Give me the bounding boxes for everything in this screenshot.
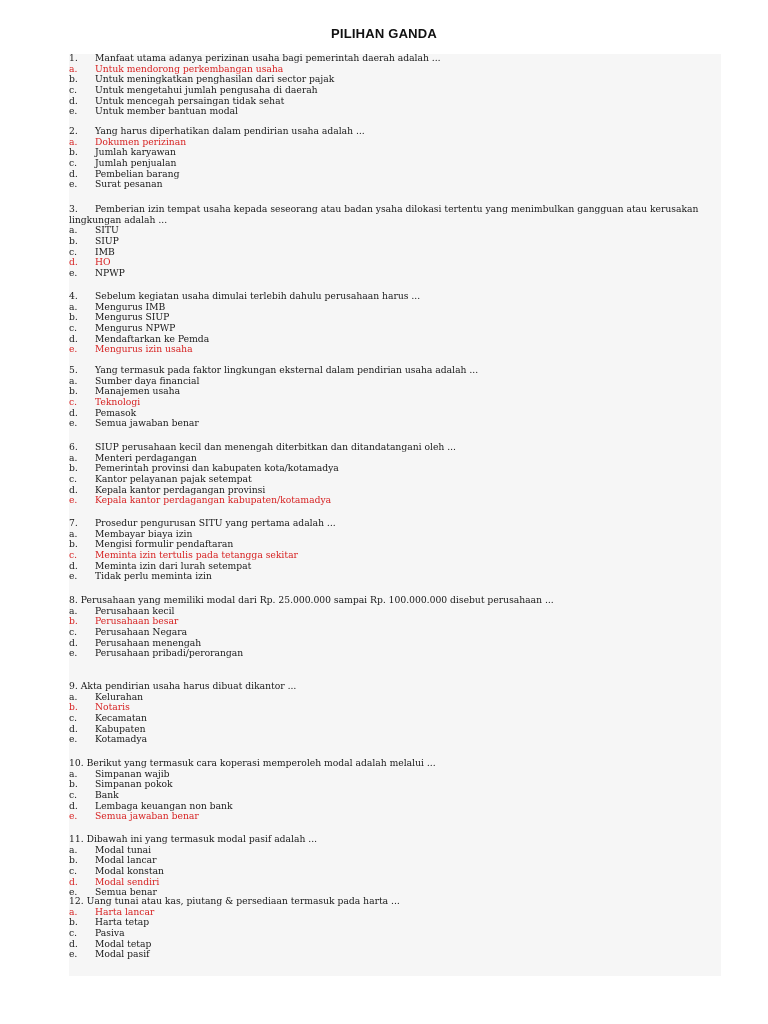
option-text: Mendaftarkan ke Pemda bbox=[95, 333, 210, 345]
option-letter: e. bbox=[69, 418, 78, 430]
option-letter: b. bbox=[69, 386, 78, 398]
answer-option bbox=[69, 170, 721, 181]
question-6 bbox=[69, 443, 721, 507]
option-letter: b. bbox=[69, 312, 78, 324]
question-text: Pemberian izin tempat usaha kepada seseorang atau badan ysaha dilokasi tertentu yang menimbulkan gangguan atau kerusakan lingkungan adalah ... bbox=[69, 204, 699, 226]
option-text: Lembaga keuangan non bank bbox=[95, 800, 233, 812]
option-letter: e. bbox=[69, 106, 78, 118]
question-stem bbox=[69, 682, 721, 693]
answer-option bbox=[69, 107, 721, 118]
option-text: Modal tunai bbox=[95, 844, 152, 856]
question-text: Prosedur pengurusan SITU yang pertama adalah ... bbox=[95, 518, 336, 529]
option-letter: c. bbox=[69, 790, 78, 802]
question-number: 5. bbox=[69, 365, 78, 376]
question-number: 12. bbox=[69, 896, 84, 907]
option-letter: a. bbox=[69, 136, 78, 148]
page-title: PILIHAN GANDA bbox=[331, 26, 437, 41]
question-text: SIUP perusahaan kecil dan menengah diterbitkan dan ditandatangani oleh ... bbox=[95, 442, 456, 453]
option-text: Pasiva bbox=[95, 928, 125, 940]
question-5 bbox=[69, 366, 721, 430]
answer-option bbox=[69, 780, 721, 791]
answer-option bbox=[69, 703, 721, 714]
option-letter: d. bbox=[69, 876, 78, 888]
answer-option bbox=[69, 387, 721, 398]
option-letter: d. bbox=[69, 95, 78, 107]
question-stem bbox=[69, 897, 721, 908]
question-stem bbox=[69, 292, 721, 303]
option-letter: c. bbox=[69, 550, 78, 562]
question-text: Perusahaan yang memiliki modal dari Rp. 25.000.000 sampai Rp. 100.000.000 disebut perusahaan ... bbox=[80, 595, 554, 606]
option-letter: d. bbox=[69, 560, 78, 572]
option-text: Modal pasif bbox=[95, 949, 150, 961]
option-text: Mengurus SIUP bbox=[95, 312, 170, 324]
option-letter: a. bbox=[69, 844, 78, 856]
option-text: Tidak perlu meminta izin bbox=[95, 571, 212, 583]
question-number: 4. bbox=[69, 291, 78, 302]
option-text: Sumber daya financial bbox=[95, 375, 200, 387]
question-7 bbox=[69, 519, 721, 583]
option-text: Untuk mencegah persaingan tidak sehat bbox=[95, 95, 285, 107]
option-letter: a. bbox=[69, 768, 78, 780]
option-letter: b. bbox=[69, 147, 78, 159]
option-text: Semua jawaban benar bbox=[95, 811, 199, 823]
answer-option bbox=[69, 419, 721, 430]
option-letter: a. bbox=[69, 301, 78, 313]
option-letter: a. bbox=[69, 691, 78, 703]
answer-option bbox=[69, 649, 721, 660]
option-text: Simpanan pokok bbox=[95, 779, 173, 791]
question-text: Sebelum kegiatan usaha dimulai terlebih dahulu perusahaan harus ... bbox=[95, 291, 421, 302]
option-text: Modal sendiri bbox=[95, 876, 160, 888]
answer-option bbox=[69, 929, 721, 940]
option-text: Harta lancar bbox=[95, 906, 155, 918]
option-text: HO bbox=[95, 257, 111, 269]
question-stem bbox=[69, 205, 719, 226]
option-letter: b. bbox=[69, 616, 78, 628]
option-letter: d. bbox=[69, 168, 78, 180]
question-number: 11. bbox=[69, 834, 84, 845]
answer-option bbox=[69, 496, 721, 507]
option-letter: e. bbox=[69, 734, 78, 746]
answer-option bbox=[69, 237, 721, 248]
option-letter: e. bbox=[69, 179, 78, 191]
option-letter: b. bbox=[69, 539, 78, 551]
option-letter: a. bbox=[69, 452, 78, 464]
option-letter: a. bbox=[69, 225, 78, 237]
question-3 bbox=[69, 205, 721, 280]
option-text: Teknologi bbox=[95, 397, 141, 409]
option-letter: d. bbox=[69, 800, 78, 812]
question-text: Akta pendirian usaha harus dibuat dikantor ... bbox=[80, 681, 297, 692]
option-letter: a. bbox=[69, 906, 78, 918]
question-text: Yang termasuk pada faktor lingkungan eksternal dalam pendirian usaha adalah ... bbox=[95, 365, 479, 376]
option-text: Bank bbox=[95, 790, 119, 802]
option-letter: b. bbox=[69, 702, 78, 714]
option-text: Perusahaan pribadi/perorangan bbox=[95, 648, 244, 660]
option-letter: c. bbox=[69, 627, 78, 639]
option-letter: e. bbox=[69, 949, 78, 961]
option-text: Membayar biaya izin bbox=[95, 528, 193, 540]
option-text: Semua jawaban benar bbox=[95, 418, 199, 430]
question-1 bbox=[69, 54, 721, 118]
option-letter: c. bbox=[69, 713, 78, 725]
question-4 bbox=[69, 292, 721, 356]
option-text: Kantor pelayanan pajak setempat bbox=[95, 474, 252, 486]
question-number: 3. bbox=[69, 204, 78, 215]
option-text: Perusahaan besar bbox=[95, 616, 179, 628]
option-letter: c. bbox=[69, 246, 78, 258]
option-text: Kepala kantor perdagangan kabupaten/kotamadya bbox=[95, 495, 332, 507]
option-letter: d. bbox=[69, 637, 78, 649]
option-text: Modal lancar bbox=[95, 855, 157, 867]
option-letter: e. bbox=[69, 887, 78, 899]
answer-option bbox=[69, 258, 721, 269]
question-text: Yang harus diperhatikan dalam pendirian usaha adalah ... bbox=[95, 126, 365, 137]
option-text: Kotamadya bbox=[95, 734, 148, 746]
answer-option bbox=[69, 856, 721, 867]
option-text: Mengurus IMB bbox=[95, 301, 166, 313]
option-text: SITU bbox=[95, 225, 119, 237]
option-letter: d. bbox=[69, 407, 78, 419]
option-letter: d. bbox=[69, 723, 78, 735]
option-letter: c. bbox=[69, 866, 78, 878]
option-letter: a. bbox=[69, 375, 78, 387]
question-text: Berikut yang termasuk cara koperasi memperoleh modal adalah melalui ... bbox=[86, 758, 436, 769]
option-letter: b. bbox=[69, 236, 78, 248]
option-text: IMB bbox=[95, 246, 115, 258]
option-letter: c. bbox=[69, 158, 78, 170]
option-text: Meminta izin tertulis pada tetangga sekitar bbox=[95, 550, 298, 562]
option-letter: b. bbox=[69, 779, 78, 791]
option-text: Manajemen usaha bbox=[95, 386, 181, 398]
answer-option bbox=[69, 725, 721, 736]
answer-option bbox=[69, 180, 721, 191]
option-text: Modal konstan bbox=[95, 866, 164, 878]
option-text: Menteri perdagangan bbox=[95, 452, 197, 464]
option-letter: c. bbox=[69, 474, 78, 486]
answer-option bbox=[69, 918, 721, 929]
option-text: NPWP bbox=[95, 268, 125, 280]
answer-option bbox=[69, 269, 721, 280]
option-letter: e. bbox=[69, 344, 78, 356]
answer-option bbox=[69, 735, 721, 746]
option-letter: c. bbox=[69, 85, 78, 97]
answer-option bbox=[69, 812, 721, 823]
answer-option bbox=[69, 398, 721, 409]
option-text: Untuk mengetahui jumlah pengusaha di daerah bbox=[95, 85, 318, 97]
option-text: Jumlah penjualan bbox=[95, 158, 177, 170]
question-12 bbox=[69, 897, 721, 961]
option-letter: b. bbox=[69, 463, 78, 475]
option-letter: e. bbox=[69, 495, 78, 507]
option-text: Perusahaan menengah bbox=[95, 637, 202, 649]
question-8 bbox=[69, 596, 721, 660]
question-10 bbox=[69, 759, 721, 823]
answer-option bbox=[69, 345, 721, 356]
question-9 bbox=[69, 682, 721, 746]
answer-option bbox=[69, 693, 721, 704]
option-letter: a. bbox=[69, 63, 78, 75]
option-text: Kabupaten bbox=[95, 723, 146, 735]
question-stem bbox=[69, 835, 721, 846]
option-text: Dokumen perizinan bbox=[95, 136, 187, 148]
option-text: Modal tetap bbox=[95, 938, 152, 950]
question-11 bbox=[69, 835, 721, 899]
option-letter: b. bbox=[69, 855, 78, 867]
option-letter: c. bbox=[69, 928, 78, 940]
option-letter: e. bbox=[69, 648, 78, 660]
option-letter: d. bbox=[69, 333, 78, 345]
option-text: Jumlah karyawan bbox=[95, 147, 176, 159]
answer-option bbox=[69, 878, 721, 889]
option-text: Notaris bbox=[95, 702, 130, 714]
option-letter: d. bbox=[69, 484, 78, 496]
option-letter: a. bbox=[69, 605, 78, 617]
question-number: 10. bbox=[69, 758, 84, 769]
answer-option bbox=[69, 846, 721, 857]
option-text: Simpanan wajib bbox=[95, 768, 170, 780]
answer-option bbox=[69, 908, 721, 919]
option-text: Kepala kantor perdagangan provinsi bbox=[95, 484, 266, 496]
question-number: 8. bbox=[69, 595, 78, 606]
option-text: Surat pesanan bbox=[95, 179, 163, 191]
option-text: SIUP bbox=[95, 236, 119, 248]
option-text: Pembelian barang bbox=[95, 168, 180, 180]
answer-option bbox=[69, 950, 721, 961]
option-text: Untuk member bantuan modal bbox=[95, 106, 238, 118]
option-text: Kelurahan bbox=[95, 691, 144, 703]
answer-option bbox=[69, 248, 721, 259]
option-letter: a. bbox=[69, 528, 78, 540]
option-letter: e. bbox=[69, 268, 78, 280]
answer-option bbox=[69, 226, 721, 237]
question-text: Dibawah ini yang termasuk modal pasif adalah ... bbox=[86, 834, 318, 845]
option-text: Untuk mendorong perkembangan usaha bbox=[95, 63, 284, 75]
option-text: Untuk meningkatkan penghasilan dari sector pajak bbox=[95, 74, 335, 86]
option-letter: e. bbox=[69, 571, 78, 583]
answer-option bbox=[69, 572, 721, 583]
option-text: Mengurus NPWP bbox=[95, 323, 176, 335]
option-text: Pemasok bbox=[95, 407, 137, 419]
question-list bbox=[69, 54, 721, 976]
option-letter: d. bbox=[69, 938, 78, 950]
question-number: 7. bbox=[69, 518, 78, 529]
option-letter: b. bbox=[69, 74, 78, 86]
option-letter: c. bbox=[69, 397, 78, 409]
option-text: Pemerintah provinsi dan kabupaten kota/kotamadya bbox=[95, 463, 339, 475]
option-letter: c. bbox=[69, 323, 78, 335]
answer-option bbox=[69, 867, 721, 878]
option-text: Perusahaan kecil bbox=[95, 605, 175, 617]
question-number: 1. bbox=[69, 53, 78, 64]
question-number: 6. bbox=[69, 442, 78, 453]
option-text: Semua benar bbox=[95, 887, 157, 899]
option-letter: b. bbox=[69, 917, 78, 929]
option-letter: e. bbox=[69, 811, 78, 823]
question-number: 2. bbox=[69, 126, 78, 137]
option-text: Kecamatan bbox=[95, 713, 147, 725]
question-number: 9. bbox=[69, 681, 78, 692]
option-text: Mengurus izin usaha bbox=[95, 344, 193, 356]
option-text: Harta tetap bbox=[95, 917, 150, 929]
answer-option bbox=[69, 940, 721, 951]
option-text: Mengisi formulir pendaftaran bbox=[95, 539, 234, 551]
option-letter: d. bbox=[69, 257, 78, 269]
question-2 bbox=[69, 127, 721, 191]
option-text: Meminta izin dari lurah setempat bbox=[95, 560, 252, 572]
question-text: Uang tunai atau kas, piutang & persediaan termasuk pada harta ... bbox=[86, 896, 400, 907]
question-text: Manfaat utama adanya perizinan usaha bagi pemerintah daerah adalah ... bbox=[95, 53, 441, 64]
option-text: Perusahaan Negara bbox=[95, 627, 188, 639]
answer-option bbox=[69, 714, 721, 725]
